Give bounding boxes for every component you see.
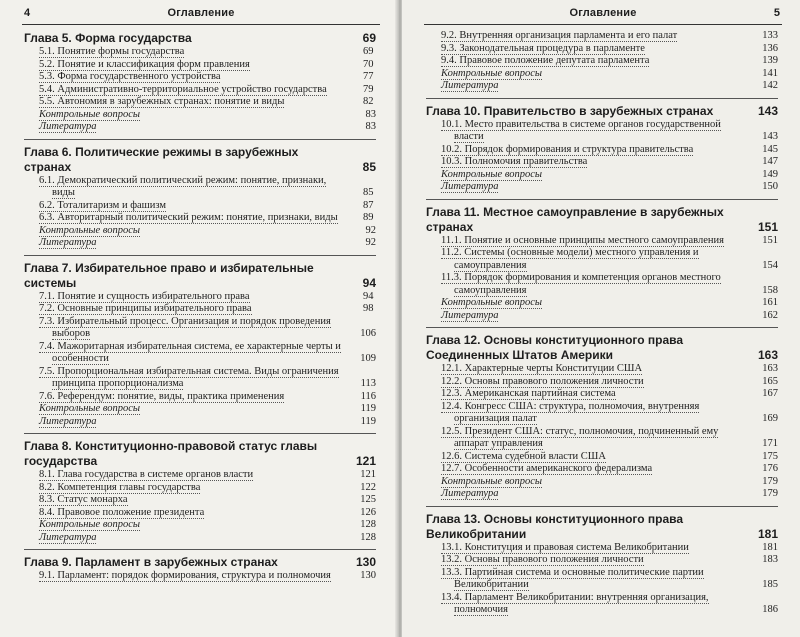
- chapter-title-text: Глава 9. Парламент в зарубежных странах: [24, 555, 278, 569]
- toc-misc-entry: [24, 237, 376, 250]
- toc-misc-entry: [426, 169, 778, 182]
- toc-section: 5.2. Понятие и классификация форм правления 70: [39, 58, 374, 70]
- toc-section-page: 130: [360, 570, 376, 581]
- toc-section: [24, 469, 376, 482]
- toc-section: [426, 156, 778, 169]
- toc-section: 5.5. Автономия в зарубежных странах: понятие и виды 82: [39, 96, 374, 107]
- page-number-left: 4: [24, 7, 31, 19]
- chapter-divider: [24, 549, 376, 550]
- toc-misc-entry-text: Контрольные вопросы: [39, 108, 141, 120]
- toc-misc-entry-text: Литература: [441, 80, 499, 91]
- toc-section: 7.1. Понятие и сущность избирательного права 94: [39, 290, 374, 302]
- chapter-divider: [24, 433, 376, 434]
- toc-misc-entry-text: Литература: [39, 237, 97, 248]
- running-title-left: Оглавление: [167, 7, 235, 19]
- toc-section-text: 7.5. Пропорциональная избирательная система. Виды ограничения принципа пропорционализма: [39, 365, 339, 389]
- toc-section: 6.2. Тоталитаризм и фашизм 87: [39, 199, 374, 211]
- toc-misc-entry-page: 128: [360, 531, 376, 543]
- toc-section-text: 7.2. Основные принципы избирательного права: [39, 303, 252, 314]
- toc-section: [24, 482, 376, 495]
- toc-misc-entry: [24, 403, 376, 416]
- toc-section-text: 12.7. Особенности американского федерализма: [441, 463, 653, 474]
- toc-section-page: 181: [762, 541, 778, 553]
- toc-misc-entry-text: Контрольные вопросы: [441, 475, 543, 487]
- chapter-title: [426, 104, 778, 119]
- toc-misc-entry-page: 142: [762, 80, 778, 91]
- toc-section-page: 136: [762, 42, 778, 54]
- toc-section-text: 8.3. Статус монарха: [39, 494, 128, 505]
- toc-misc-entry: [426, 310, 778, 323]
- toc-misc-entry: [426, 297, 778, 310]
- running-head-right: [424, 6, 782, 25]
- chapter-divider: [426, 506, 778, 507]
- toc-section-page: 171: [762, 438, 778, 449]
- left-page: [0, 0, 398, 637]
- chapter-page: 151: [757, 219, 778, 234]
- toc-section-text: 8.4. Правовое положение президента: [39, 506, 205, 518]
- toc-section: [426, 451, 778, 464]
- toc-section: [24, 316, 376, 341]
- toc-misc-entry-text: Литература: [441, 181, 499, 192]
- toc-section-text: 12.6. Система судебной власти США: [441, 450, 606, 462]
- toc-section-text: 7.1. Понятие и сущность избирательного права: [39, 290, 250, 302]
- toc-misc-entry-page: 179: [762, 488, 778, 499]
- toc-section-text: 9.3. Законодательная процедура в парламенте: [441, 42, 645, 54]
- toc-section-text: 12.3. Американская партийная система: [441, 388, 616, 399]
- toc-section-page: 158: [762, 284, 778, 296]
- right-page: [402, 0, 800, 637]
- toc-misc-entry-page: 83: [365, 108, 376, 120]
- toc-section-text: 5.4. Административно-территориальное устройство государства: [39, 83, 327, 95]
- toc-section-page: 125: [360, 494, 376, 505]
- toc-misc-entry: [426, 181, 778, 194]
- chapter-page: 130: [355, 555, 376, 569]
- toc-section: [426, 388, 778, 401]
- toc-section-text: 13.2. Основы правового положения личности: [441, 554, 644, 565]
- toc-misc-entry-text: Контрольные вопросы: [441, 67, 543, 79]
- toc-misc-entry: [24, 225, 376, 238]
- toc-section: [426, 272, 778, 297]
- toc-section-page: 143: [762, 131, 778, 142]
- toc-section-text: 12.5. Президент США: статус, полномочия, подчиненный ему аппарат управления: [441, 425, 719, 449]
- toc-section-text: 5.2. Понятие и классификация форм правления: [39, 58, 250, 70]
- toc-section-text: 7.4. Мажоритарная избирательная система, ее характерные черты и особенности: [39, 340, 341, 364]
- chapter-divider: [426, 199, 778, 200]
- toc-section-text: 6.3. Авторитарный политический режим: понятие, признаки, виды: [39, 212, 338, 223]
- chapter-title: [24, 145, 376, 175]
- toc-section-page: 186: [762, 604, 778, 615]
- toc-section-text: 5.5. Автономия в зарубежных странах: понятие и виды: [39, 96, 285, 107]
- toc-section: 5.3. Форма государственного устройства 77: [39, 71, 374, 82]
- toc-section-page: 167: [762, 388, 778, 399]
- toc-section-text: 10.2. Порядок формирования и структура правительства: [441, 143, 694, 155]
- toc-section-text: 10.3. Полномочия правительства: [441, 156, 588, 167]
- toc-section-page: 176: [762, 463, 778, 474]
- toc-section-page: 126: [360, 506, 376, 518]
- toc-misc-entry-page: 161: [762, 297, 778, 308]
- chapter-title-text: Глава 13. Основы конституционного права Великобритании: [426, 511, 684, 541]
- toc-section-text: 13.1. Конституция и правовая система Великобритании: [441, 541, 689, 553]
- toc-misc-entry-page: 119: [360, 415, 376, 427]
- chapter-divider: [426, 98, 778, 99]
- toc-misc-entry: [426, 476, 778, 489]
- toc-misc-entry: [24, 519, 376, 532]
- chapter-title-text: Глава 5. Форма государства: [24, 31, 192, 45]
- chapter-page: 69: [362, 31, 376, 45]
- toc-section-text: 12.2. Основы правового положения личности: [441, 375, 644, 387]
- toc-misc-entry-text: Контрольные вопросы: [39, 519, 141, 530]
- toc-section-page: 165: [762, 375, 778, 387]
- chapter-title: [24, 261, 376, 291]
- toc-section-text: 8.1. Глава государства в системе органов власти: [39, 469, 254, 480]
- toc-section-page: 175: [762, 450, 778, 462]
- toc-misc-entry-page: 83: [365, 121, 376, 132]
- chapter-title: [426, 512, 778, 542]
- toc-section: [24, 366, 376, 391]
- toc-section-page: 145: [762, 143, 778, 155]
- toc-section-page: 169: [762, 413, 778, 424]
- chapter-page: 121: [355, 454, 376, 468]
- toc-section: [426, 235, 778, 248]
- toc-section-page: 151: [762, 234, 778, 246]
- toc-section-text: 5.3. Форма государственного устройства: [39, 71, 221, 82]
- running-head-left: [22, 6, 380, 25]
- chapter-divider: [24, 139, 376, 140]
- chapter-divider: [24, 255, 376, 256]
- toc-misc-entry-page: 92: [365, 224, 376, 236]
- toc-misc-entry-page: 149: [762, 168, 778, 180]
- toc-section-page: 139: [762, 55, 778, 66]
- toc-section-page: 106: [360, 328, 376, 339]
- toc-section-page: 154: [762, 259, 778, 271]
- toc-section-text: 9.2. Внутренняя организация парламента и его палат: [441, 30, 678, 41]
- toc-section: 5.4. Административно-территориальное устройство государства 79: [39, 83, 374, 95]
- toc-misc-entry-page: 92: [365, 237, 376, 248]
- toc-misc-entry-text: Контрольные вопросы: [39, 224, 141, 236]
- toc-misc-entry-page: 128: [360, 519, 376, 530]
- toc-misc-entry-text: Литература: [39, 531, 97, 543]
- chapter-title: [426, 333, 778, 363]
- toc-section: [24, 391, 376, 404]
- toc-misc-entry: [426, 68, 778, 81]
- toc-misc-entry: [426, 488, 778, 501]
- chapter-title-text: Глава 12. Основы конституционного права Соединенных Штатов Америки: [426, 333, 684, 362]
- toc-misc-entry: [24, 532, 376, 545]
- toc-misc-entry-text: Контрольные вопросы: [441, 297, 543, 308]
- toc-section-page: 109: [360, 353, 376, 364]
- toc-section-text: 13.4. Парламент Великобритании: внутренняя организация, полномочия: [441, 591, 709, 615]
- toc-section-page: 185: [762, 579, 778, 590]
- toc-section: [426, 554, 778, 567]
- toc-section-page: 133: [762, 30, 778, 41]
- toc-misc-entry-page: 179: [762, 475, 778, 487]
- toc-section-text: 12.4. Конгресс США: структура, полномочия, внутренняя организация палат: [441, 400, 700, 424]
- toc-section: [426, 592, 778, 617]
- toc-section-text: 13.3. Партийная система и основные политические партии Великобритании: [441, 566, 704, 590]
- toc-section: [426, 463, 778, 476]
- chapter-page: 181: [757, 526, 778, 541]
- toc-misc-entry-text: Контрольные вопросы: [39, 403, 141, 414]
- toc-misc-entry-text: Литература: [441, 488, 499, 499]
- toc-section: [426, 376, 778, 389]
- toc-section: [426, 119, 778, 144]
- toc-misc-entry-text: Литература: [441, 309, 499, 321]
- chapter-title: [24, 439, 376, 469]
- toc-section: [426, 426, 778, 451]
- toc-left: [24, 30, 376, 583]
- toc-misc-entry-text: Контрольные вопросы: [441, 168, 543, 180]
- chapter-title: [24, 555, 376, 570]
- toc-right: [426, 30, 778, 617]
- toc-section: [426, 247, 778, 272]
- chapter-page: 94: [362, 275, 376, 290]
- toc-section-text: 5.1. Понятие формы государства: [39, 46, 185, 57]
- toc-section: [24, 507, 376, 520]
- chapter-title: [24, 31, 376, 46]
- chapter-title-text: Глава 8. Конституционно-правовой статус главы государства: [24, 439, 318, 468]
- toc-misc-entry-page: 162: [762, 309, 778, 321]
- toc-misc-entry-text: Литература: [39, 415, 97, 427]
- toc-misc-entry-text: Литература: [39, 121, 97, 132]
- toc-section-text: 8.2. Компетенция главы государства: [39, 481, 201, 493]
- toc-section: 6.3. Авторитарный политический режим: понятие, признаки, виды 89: [39, 212, 374, 223]
- toc-section-text: 11.3. Порядок формирования и компетенция органов местного самоуправления: [441, 272, 721, 296]
- chapter-title-text: Глава 7. Избирательное право и избирательные системы: [24, 260, 314, 290]
- toc-misc-entry-page: 150: [762, 181, 778, 192]
- toc-section-page: 116: [360, 390, 376, 402]
- toc-section: [24, 494, 376, 507]
- toc-section-page: 163: [762, 363, 778, 374]
- toc-section: [426, 401, 778, 426]
- toc-misc-entry-page: 141: [762, 67, 778, 79]
- toc-section: [426, 43, 778, 56]
- toc-section-text: 11.2. Системы (основные модели) местного управления и самоуправления: [441, 247, 699, 271]
- toc-section-text: 12.1. Характерные черты Конституции США: [441, 363, 643, 374]
- toc-section-text: 10.1. Место правительства в системе органов государственной власти: [441, 118, 721, 142]
- toc-section-page: 122: [360, 481, 376, 493]
- toc-section: 7.2. Основные принципы избирательного права 98: [39, 303, 374, 314]
- toc-section-page: 183: [762, 554, 778, 565]
- toc-section-text: 6.1. Демократический политический режим: понятие, признаки, виды: [39, 174, 327, 198]
- toc-section: [426, 542, 778, 555]
- toc-misc-entry: [24, 109, 376, 122]
- toc-section-text: 6.2. Тоталитаризм и фашизм: [39, 199, 167, 211]
- chapter-title-text: Глава 6. Политические режимы в зарубежных странах: [24, 144, 299, 174]
- toc-misc-entry-page: 119: [360, 403, 376, 414]
- toc-section-page: 113: [360, 378, 376, 389]
- toc-section: 6.1. Демократический политический режим: понятие, признаки, виды 85: [39, 174, 374, 198]
- toc-misc-entry: [24, 416, 376, 429]
- toc-misc-entry: [426, 80, 778, 93]
- toc-section-text: 7.3. Избирательный процесс. Организация и порядок проведения выборов: [39, 315, 331, 339]
- toc-section: [426, 55, 778, 68]
- toc-section-text: 7.6. Референдум: понятие, виды, практика применения: [39, 390, 285, 402]
- toc-section: 5.1. Понятие формы государства 69: [39, 46, 374, 57]
- toc-section-text: 9.1. Парламент: порядок формирования, структура и полномочия: [39, 570, 331, 581]
- toc-section-text: 9.4. Правовое положение депутата парламента: [441, 55, 650, 66]
- chapter-page: 143: [757, 103, 778, 118]
- running-title-right: Оглавление: [569, 7, 637, 19]
- chapter-title-text: Глава 10. Правительство в зарубежных странах: [426, 103, 714, 118]
- toc-section: [24, 341, 376, 366]
- toc-section: [426, 567, 778, 592]
- chapter-page: 85: [362, 159, 376, 174]
- toc-section: [426, 30, 778, 43]
- toc-section: [426, 144, 778, 157]
- page-number-right: 5: [773, 7, 780, 19]
- toc-misc-entry: [24, 121, 376, 134]
- chapter-title-text: Глава 11. Местное самоуправление в зарубежных странах: [426, 204, 724, 234]
- toc-section: [24, 570, 376, 583]
- chapter-page: 163: [757, 348, 778, 362]
- toc-section-page: 121: [360, 469, 376, 480]
- toc-section-page: 147: [762, 156, 778, 167]
- toc-section: [426, 363, 778, 376]
- chapter-divider: [426, 327, 778, 328]
- toc-section-text: 11.1. Понятие и основные принципы местного самоуправления: [441, 234, 724, 246]
- chapter-title: [426, 205, 778, 235]
